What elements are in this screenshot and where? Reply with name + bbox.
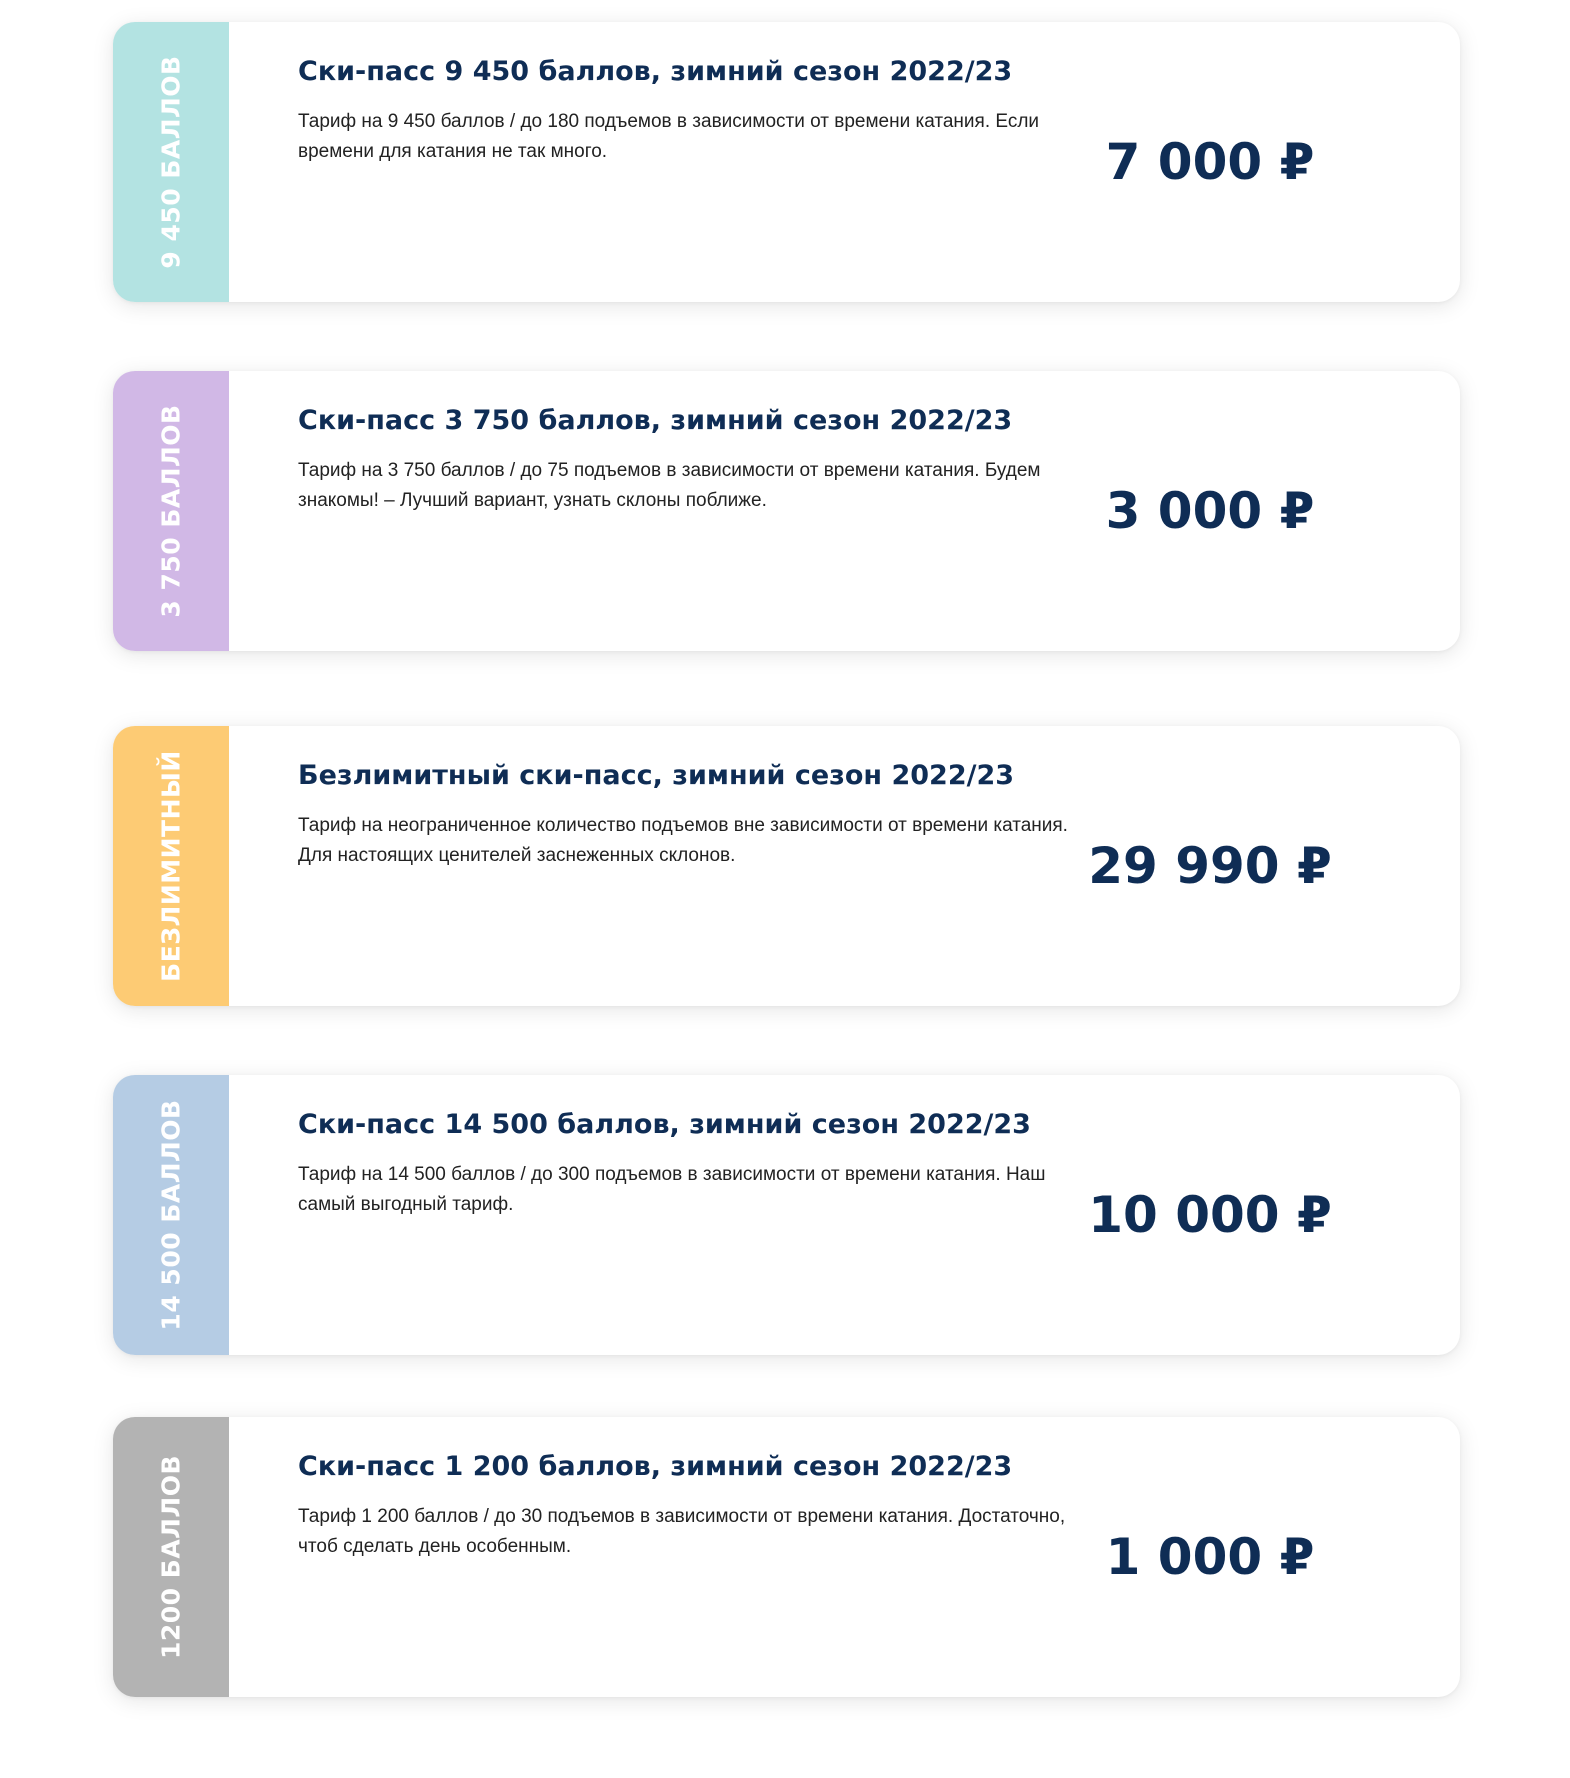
tariff-side-label: 1200 БАЛЛОВ: [156, 1454, 186, 1660]
tariff-side-label: БЕЗЛИМИТНЫЙ: [156, 750, 186, 982]
tariff-card[interactable]: [113, 22, 1460, 302]
tariff-side-band: [113, 1075, 229, 1355]
tariff-card[interactable]: [113, 1417, 1460, 1697]
tariff-price: 29 990 ₽: [1088, 837, 1332, 895]
tariff-price: 3 000 ₽: [1105, 482, 1315, 540]
tariff-side-band: [113, 371, 229, 651]
tariff-card[interactable]: [113, 1075, 1460, 1355]
tariff-title: Ски-пасс 3 750 баллов, зимний сезон 2022/23: [298, 405, 1013, 436]
tariff-description: Тариф на 3 750 баллов / до 75 подъемов в зависимости от времени катания. Будем знакомы! – Лучший вариант, узнать склоны поближе.: [298, 460, 1041, 511]
tariff-description: Тариф на 9 450 баллов / до 180 подъемов в зависимости от времени катания. Если времени для катания не так много.: [298, 111, 1040, 162]
tariff-side-band: [113, 22, 229, 302]
tariff-title: Ски-пасс 14 500 баллов, зимний сезон 2022/23: [298, 1109, 1031, 1140]
tariff-card[interactable]: [113, 726, 1460, 1006]
tariff-price: 10 000 ₽: [1088, 1186, 1332, 1244]
tariff-description: Тариф на 14 500 баллов / до 300 подъемов в зависимости от времени катания. Наш самый выгодный тариф.: [298, 1164, 1046, 1215]
tariff-side-label: 14 500 БАЛЛОВ: [156, 1099, 186, 1331]
tariff-title: Ски-пасс 9 450 баллов, зимний сезон 2022/23: [298, 56, 1013, 87]
tariff-description: Тариф на неограниченное количество подъемов вне зависимости от времени катания. Для настоящих ценителей заснеженных склонов.: [298, 815, 1068, 866]
tariff-side-label: 9 450 БАЛЛОВ: [156, 55, 186, 269]
tariff-title: Ски-пасс 1 200 баллов, зимний сезон 2022/23: [298, 1451, 1013, 1482]
tariff-card[interactable]: [113, 371, 1460, 651]
tariff-side-band: [113, 726, 229, 1006]
tariff-price: 7 000 ₽: [1105, 133, 1315, 191]
tariff-description: Тариф 1 200 баллов / до 30 подъемов в зависимости от времени катания. Достаточно, чтоб сделать день особенным.: [298, 1506, 1066, 1557]
tariff-side-band: [113, 1417, 229, 1697]
tariff-title: Безлимитный ски-пасс, зимний сезон 2022/23: [298, 760, 1015, 791]
tariff-price: 1 000 ₽: [1105, 1528, 1315, 1586]
tariff-side-label: 3 750 БАЛЛОВ: [156, 404, 186, 618]
